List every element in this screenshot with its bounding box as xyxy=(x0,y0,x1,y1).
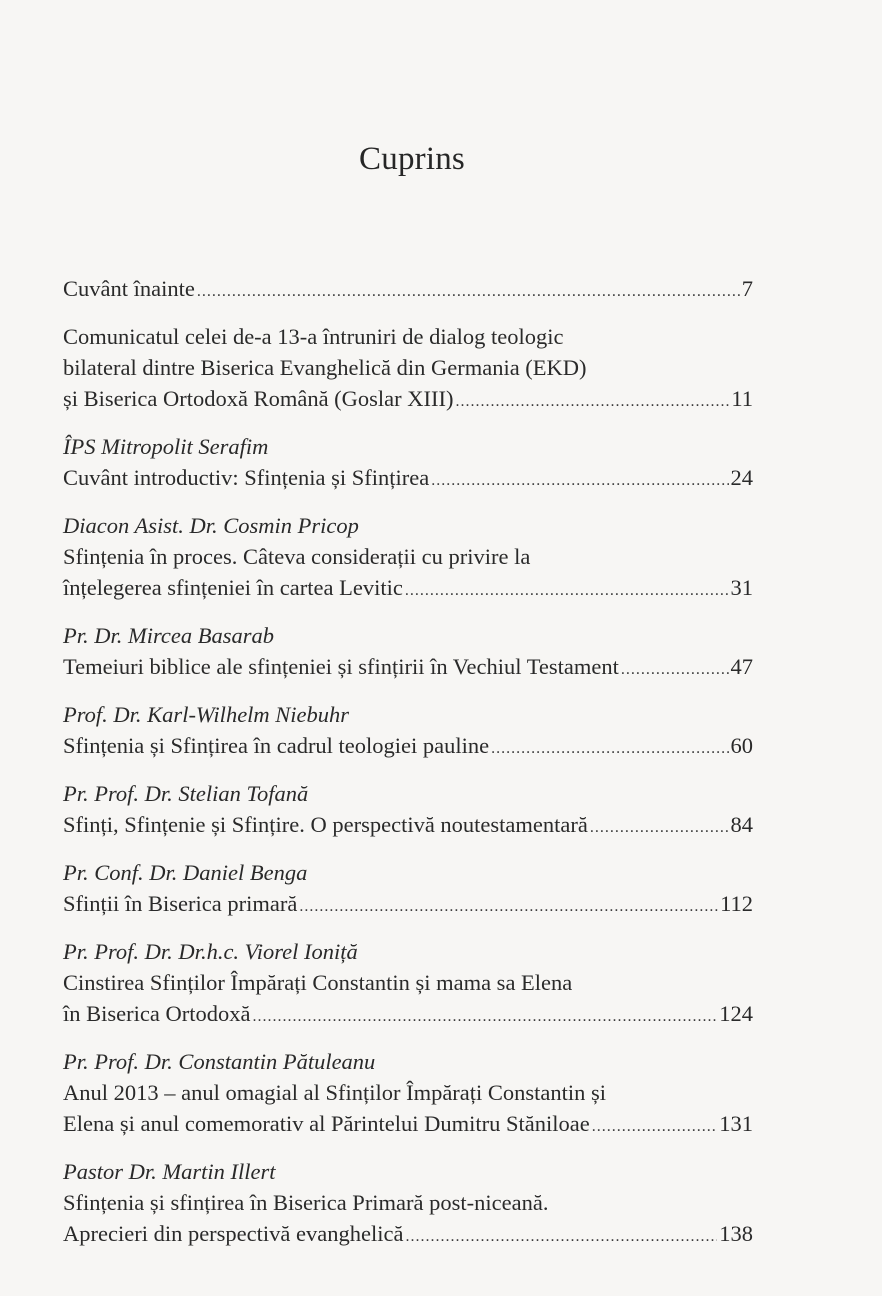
page-title: Cuprins xyxy=(359,141,465,177)
dot-leader xyxy=(405,1221,717,1252)
page-number: 7 xyxy=(741,276,753,301)
dot-leader xyxy=(252,1001,717,1032)
toc-entry xyxy=(63,778,753,840)
dot-leader xyxy=(592,1111,718,1142)
dot-leader xyxy=(405,575,729,606)
entry-title-text: Cinstirea Sfinților Împărați Constantin și mama sa Elena xyxy=(63,970,573,995)
toc-entry xyxy=(63,431,753,493)
entry-title-line[interactable] xyxy=(63,1108,753,1139)
entry-title-line[interactable] xyxy=(63,730,753,761)
entry-title-line[interactable] xyxy=(63,998,753,1029)
dot-leader xyxy=(197,276,740,307)
entry-title-line[interactable] xyxy=(63,572,753,603)
entry-title-line[interactable] xyxy=(63,383,753,414)
entry-title: înțelegerea sfințeniei în cartea Levitic xyxy=(63,575,403,600)
entry-title: Aprecieri din perspectivă evanghelică xyxy=(63,1221,404,1246)
entry-title-text: Anul 2013 – anul omagial al Sfinților Împărați Constantin și xyxy=(63,1080,607,1105)
entry-author: Diacon Asist. Dr. Cosmin Pricop xyxy=(63,513,359,538)
toc-entry xyxy=(63,936,753,1029)
page-number: 47 xyxy=(730,654,753,679)
entry-author: Prof. Dr. Karl-Wilhelm Niebuhr xyxy=(63,702,350,727)
toc-entry xyxy=(63,273,753,304)
entry-author: Pastor Dr. Martin Illert xyxy=(63,1159,276,1184)
dot-leader xyxy=(590,812,729,843)
entry-title: în Biserica Ortodoxă xyxy=(63,1001,251,1026)
toc-entry xyxy=(63,699,753,761)
entry-title-text: bilateral dintre Biserica Evanghelică din Germania (EKD) xyxy=(63,355,587,380)
entry-title-line[interactable] xyxy=(63,1218,753,1249)
entry-author: Pr. Conf. Dr. Daniel Benga xyxy=(63,860,308,885)
page-number: 31 xyxy=(730,575,753,600)
toc-entry xyxy=(63,510,753,603)
entry-title-line[interactable] xyxy=(63,273,753,304)
entry-title: Elena și anul comemorativ al Părintelui Dumitru Stăniloae xyxy=(63,1111,590,1136)
page-number: 138 xyxy=(719,1221,753,1246)
dot-leader xyxy=(431,465,728,496)
entry-author: Pr. Dr. Mircea Basarab xyxy=(63,623,275,648)
page-number: 60 xyxy=(730,733,753,758)
dot-leader xyxy=(456,386,730,417)
page-number: 131 xyxy=(719,1111,753,1136)
entry-author: Pr. Prof. Dr. Constantin Pătuleanu xyxy=(63,1049,376,1074)
entry-author: Pr. Prof. Dr. Dr.h.c. Viorel Ioniță xyxy=(63,939,358,964)
entry-title-line[interactable] xyxy=(63,651,753,682)
entry-title: Cuvânt introductiv: Sfințenia și Sfințirea xyxy=(63,465,430,490)
page-number: 11 xyxy=(731,386,753,411)
page-number: 124 xyxy=(719,1001,753,1026)
toc-entry xyxy=(63,1046,753,1139)
table-of-contents xyxy=(63,273,753,1266)
toc-entry xyxy=(63,620,753,682)
dot-leader xyxy=(621,654,729,685)
toc-entry xyxy=(63,857,753,919)
entry-title-line[interactable] xyxy=(63,888,753,919)
entry-title: Sfinți, Sfințenie și Sfințire. O perspectivă noutestamentară xyxy=(63,812,588,837)
dot-leader xyxy=(299,891,718,922)
entry-title-text: Sfințenia în proces. Câteva considerații cu privire la xyxy=(63,544,531,569)
dot-leader xyxy=(491,733,728,764)
page-number: 24 xyxy=(730,465,753,490)
entry-title: Sfinții în Biserica primară xyxy=(63,891,298,916)
entry-author: Pr. Prof. Dr. Stelian Tofană xyxy=(63,781,309,806)
page-number: 84 xyxy=(730,812,753,837)
entry-title: și Biserica Ortodoxă Română (Goslar XIII) xyxy=(63,386,454,411)
entry-title-text: Comunicatul celei de-a 13-a întruniri de dialog teologic xyxy=(63,324,564,349)
page-number: 112 xyxy=(720,891,753,916)
toc-entry xyxy=(63,1156,753,1249)
entry-title-line[interactable] xyxy=(63,809,753,840)
entry-author: ÎPS Mitropolit Serafim xyxy=(63,434,269,459)
entry-title-line[interactable] xyxy=(63,462,753,493)
entry-title-text: Sfințenia și sfințirea în Biserica Primară post-niceană. xyxy=(63,1190,549,1215)
entry-title: Temeiuri biblice ale sfințeniei și sfințirii în Vechiul Testament xyxy=(63,654,619,679)
entry-title: Sfințenia și Sfințirea în cadrul teologiei pauline xyxy=(63,733,490,758)
entry-title: Cuvânt înainte xyxy=(63,276,195,301)
toc-entry xyxy=(63,321,753,414)
